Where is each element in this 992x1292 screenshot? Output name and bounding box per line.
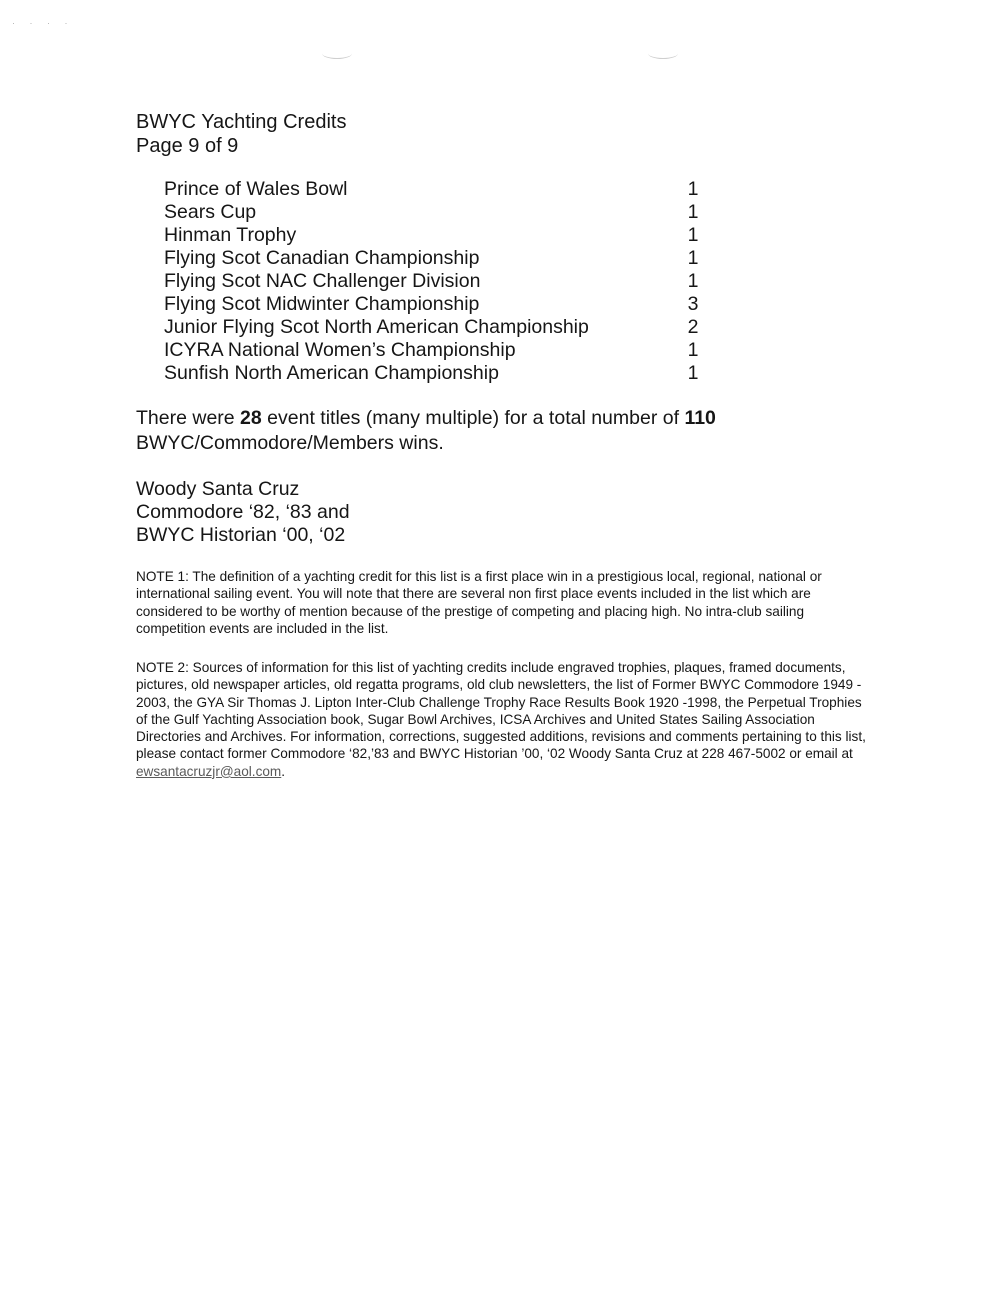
- event-name: Prince of Wales Bowl: [164, 178, 348, 200]
- list-item: [164, 247, 704, 270]
- signature-block: [136, 478, 350, 547]
- event-count: 1: [687, 362, 699, 384]
- event-count: 1: [687, 224, 699, 246]
- list-item: [164, 293, 704, 316]
- event-count: 1: [687, 270, 699, 292]
- event-count: 1: [687, 339, 699, 361]
- event-count: 3: [687, 293, 699, 315]
- summary-paragraph: [136, 406, 776, 456]
- event-count: 1: [687, 201, 699, 223]
- event-name: Flying Scot Midwinter Championship: [164, 293, 480, 315]
- event-name: Flying Scot NAC Challenger Division: [164, 270, 481, 292]
- note-text: NOTE 2: Sources of information for this list of yachting credits include engraved trophies, plaques, framed documents, pictures, old newspaper articles, old regatta programs, old club newsletters, the list of Former BWYC Commodore 1949 - 2003, the GYA Sir Thomas J. Lipton Inter-Club Challenge Trophy Race Results Book 1920 -1998, the Perpetual Trophies of the Gulf Yachting Association book, Sugar Bowl Archives, ICSA Archives and United States Sailing Association Directories and Archives. For information, corrections, suggested additions, revisions and comments pertaining to this list, please contact former Commodore ‘82,’83 and BWYC Historian ’00, ‘02 Woody Santa Cruz at 228 467-5002 or email at: [136, 660, 866, 762]
- list-item: [164, 339, 704, 362]
- scan-artifact: [322, 48, 352, 59]
- list-item: [164, 201, 704, 224]
- list-item: [164, 224, 704, 247]
- list-item: [164, 270, 704, 293]
- summary-text: event titles (many multiple) for a total number of: [261, 407, 685, 429]
- note-2: [136, 659, 866, 780]
- document-title: BWYC Yachting Credits: [136, 111, 347, 133]
- author-title: BWYC Historian ‘00, ‘02: [136, 524, 346, 546]
- email-link[interactable]: ewsantacruzjr@aol.com: [136, 763, 282, 779]
- scan-artifact: · · · ·: [12, 18, 74, 28]
- event-count: 1: [687, 247, 699, 269]
- credits-list: [164, 178, 704, 385]
- event-name: Sunfish North American Championship: [164, 362, 499, 384]
- event-name: Junior Flying Scot North American Championship: [164, 316, 589, 338]
- note-1: NOTE 1: The definition of a yachting credit for this list is a first place win in a prestigious local, regional, national or international sailing event. You will note that there are several non first place events included in the list which are considered to be worthy of mention because of the prestige of competing and placing high. No intra-club sailing competition events are included in the list.: [136, 569, 822, 636]
- author-name: Woody Santa Cruz: [136, 478, 300, 500]
- event-name: Hinman Trophy: [164, 224, 297, 246]
- event-titles-count: 28: [240, 407, 262, 429]
- list-item: [164, 362, 704, 385]
- summary-text: There were: [136, 407, 241, 429]
- event-count: 2: [687, 316, 699, 338]
- page-number: Page 9 of 9: [136, 135, 239, 157]
- total-wins-count: 110: [684, 407, 716, 429]
- list-item: [164, 316, 704, 339]
- event-name: Sears Cup: [164, 201, 257, 223]
- event-name: ICYRA National Women’s Championship: [164, 339, 516, 361]
- list-item: [164, 178, 704, 201]
- scan-artifact: [648, 48, 678, 59]
- summary-text: BWYC/Commodore/Members wins.: [136, 432, 444, 454]
- author-title: Commodore ‘82, ‘83 and: [136, 501, 350, 523]
- event-count: 1: [687, 178, 699, 200]
- document-header: [136, 110, 346, 158]
- note-text: .: [281, 763, 286, 779]
- event-name: Flying Scot Canadian Championship: [164, 247, 480, 269]
